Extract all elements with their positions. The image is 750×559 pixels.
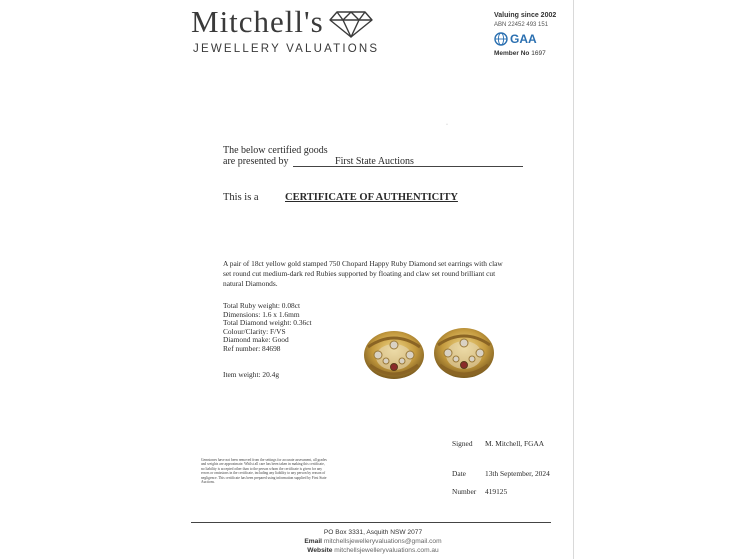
diamond-logo-icon xyxy=(329,10,373,38)
signed-label: Signed xyxy=(452,439,473,448)
footer-divider xyxy=(191,522,551,523)
brand-name: Mitchell's xyxy=(191,4,324,39)
stray-mark: · xyxy=(446,122,448,128)
member-label: Member No xyxy=(494,50,530,57)
date-value: 13th September, 2024 xyxy=(485,469,550,478)
footer-website xyxy=(173,547,573,554)
item-weight: Item weight: 20.4g xyxy=(223,370,280,379)
right-earring xyxy=(434,328,494,378)
gaa-globe-icon xyxy=(494,32,508,46)
member-value: 1697 xyxy=(531,50,546,57)
spec-ref-number: Ref number: 84698 xyxy=(223,343,281,353)
certificate-title: CERTIFICATE OF AUTHENTICITY xyxy=(285,192,458,203)
footer-email xyxy=(173,538,573,545)
abn-number: ABN 22452 493 151 xyxy=(494,22,549,28)
spec-diamond-weight: Total Diamond weight: 0.36ct xyxy=(223,318,312,328)
brand-subtitle: JEWELLERY VALUATIONS xyxy=(193,43,380,55)
spec-list xyxy=(223,302,312,354)
number-label: Number xyxy=(452,487,477,496)
website-label: Website xyxy=(307,547,333,554)
spec-colour-clarity: Colour/Clarity: F/VS xyxy=(223,326,286,336)
spec-diamond-make: Diamond make: Good xyxy=(223,335,289,345)
disclaimer-text: Gemstones have not been removed from the settings for accurate assessment, all grades and weights are approximate. Whilst all care has been taken in making this certificate, no liability is accepted other than to the person whom the certificate is given for any errors or omissions in the certificate, including any liability to any person by reason of negligence. This certificate has been prepared using information supplied by First State Auctions. xyxy=(201,458,327,485)
valuing-since: Valuing since 2002 xyxy=(494,12,557,19)
certificate-prefix: This is a xyxy=(223,192,259,203)
intro-line-2 xyxy=(223,156,523,167)
presenter-name: First State Auctions xyxy=(293,156,523,167)
spec-dimensions: Dimensions: 1.6 x 1.6mm xyxy=(223,309,300,319)
presented-by-label: are presented by xyxy=(223,156,289,167)
intro-line-1: The below certified goods xyxy=(223,145,328,156)
website-link[interactable]: mitchellsjewelleryvaluations.com.au xyxy=(334,547,439,554)
email-label: Email xyxy=(304,538,322,545)
email-link[interactable]: mitchellsjewelleryvaluations@gmail.com xyxy=(323,538,442,545)
left-earring xyxy=(364,331,424,379)
gaa-logo-text: GAA xyxy=(510,32,537,46)
footer-address: PO Box 3331, Asquith NSW 2077 xyxy=(323,529,423,536)
spec-ruby-weight: Total Ruby weight: 0.08ct xyxy=(223,301,301,310)
item-description: A pair of 18ct yellow gold stamped 750 Chopard Happy Ruby Diamond set earrings with claw set round cut medium-dark red Rubies supported by floating and claw set round brilliant cut natural Diamonds. xyxy=(223,259,503,288)
earrings-photo xyxy=(356,325,504,385)
number-value: 419125 xyxy=(485,487,508,496)
member-number xyxy=(494,50,546,57)
certificate-page xyxy=(173,0,574,559)
signed-value: M. Mitchell, FGAA xyxy=(485,439,545,448)
date-label: Date xyxy=(452,469,466,478)
